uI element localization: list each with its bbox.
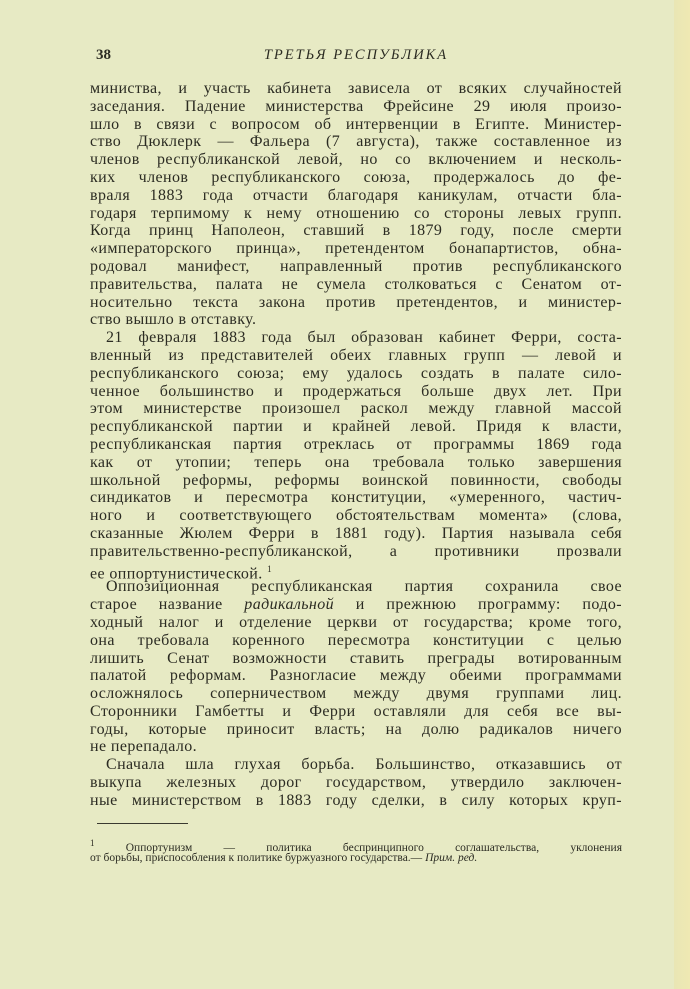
- line-text: выкупа железных дорог государством, утвердило заключен-: [90, 774, 622, 792]
- line-text: республиканского союза; ему удалось создать в палате сило-: [90, 364, 622, 382]
- line-text: ство вышло в отставку.: [90, 311, 257, 329]
- text-line: [90, 561, 622, 582]
- text-line: [90, 596, 622, 614]
- line-text: правительства, палата не сумела столковаться с Сенатом от-: [90, 275, 622, 293]
- line-text: республиканская партия отреклась от программы 1869 года: [90, 435, 622, 453]
- text-line: [90, 738, 622, 756]
- line-text: родовал манифест, направленный против республиканского: [90, 257, 622, 275]
- line-text: 21 февраля 1883 года был образован кабинет Ферри, соста-: [106, 329, 622, 347]
- text-line: [90, 365, 622, 383]
- text-line: [90, 489, 622, 507]
- text-line: [90, 703, 622, 721]
- page-number: 38: [96, 47, 111, 63]
- text-line: [90, 667, 622, 685]
- text-line: [90, 543, 622, 561]
- text-line: [90, 400, 622, 418]
- text-line: [90, 205, 622, 223]
- text-line: [90, 187, 622, 205]
- line-text: членов республиканской левой, но со включением и несколь-: [90, 151, 622, 169]
- line-text: ее оппортунистической.: [90, 564, 263, 582]
- text-line: [90, 756, 622, 774]
- text-line: [90, 294, 622, 312]
- line-text: носительно текста закона против претендентов, и министер-: [90, 293, 622, 311]
- line-text: годы, которые приносит власть; на долю радикалов ничего: [90, 720, 622, 738]
- text-line: [90, 632, 622, 650]
- text-line: [90, 472, 622, 490]
- line-text: осложнялось соперничеством между двумя группами лиц.: [90, 685, 622, 703]
- text-line: [90, 329, 622, 347]
- footnote-divider: [97, 823, 188, 824]
- line-text: ные министерством в 1883 году сделки, в силу которых круп-: [90, 791, 622, 809]
- line-text: министва, и участь кабинета зависела от всяких случайностей: [90, 80, 622, 97]
- footnote-reference: 1: [267, 563, 272, 574]
- line-text: старое название: [90, 596, 245, 614]
- text-line: [90, 347, 622, 365]
- text-line: [90, 721, 622, 739]
- text-line: [90, 792, 622, 810]
- line-text: годаря терпимому к нему отношению со стороны левых групп.: [90, 204, 622, 222]
- text-line: [90, 240, 622, 258]
- text-line: [90, 151, 622, 169]
- line-text: школьной реформы, реформы воинской повинности, свободы: [90, 471, 622, 489]
- text-line: [90, 80, 622, 98]
- text-line: [90, 436, 622, 454]
- line-text: заседания. Падение министерства Фрейсине 29 июля произо-: [90, 97, 622, 115]
- footnote-text: от борьбы, приспособления к политике буржуазного государства.—: [90, 852, 426, 864]
- text-line: [90, 116, 622, 134]
- text-line: [90, 418, 622, 436]
- text-line: [90, 98, 622, 116]
- line-text: правительственно-республиканской, а противники прозвали: [90, 542, 622, 560]
- text-line: [90, 507, 622, 525]
- text-line: [90, 685, 622, 703]
- footnote-line: [90, 836, 622, 854]
- line-text: шло в связи с вопросом об интервенции в Египте. Министер-: [90, 115, 622, 133]
- text-line: [90, 222, 622, 240]
- line-text: как от утопии; теперь она требовала только завершения: [90, 453, 622, 471]
- line-text: лишить Сенат возможности ставить преграды вотированным: [90, 649, 622, 667]
- line-text: ходный налог и отделение церкви от государства; кроме того,: [90, 613, 622, 631]
- line-text: синдикатов и пересмотра конституции, «умеренного, частич-: [90, 489, 622, 507]
- line-text: враля 1883 года отчасти благодаря каникулам, отчасти бла-: [90, 186, 622, 204]
- running-title: ТРЕТЬЯ РЕСПУБЛИКА: [263, 47, 449, 63]
- text-line: [90, 276, 622, 294]
- line-text: Когда принц Наполеон, ставший в 1879 году, после смерти: [90, 222, 622, 240]
- italic-term: радикальной: [244, 596, 335, 614]
- text-line: [90, 614, 622, 632]
- text-line: [90, 578, 622, 596]
- line-text: ченное большинство и продержаться больше двух лет. При: [90, 382, 622, 400]
- text-line: [90, 525, 622, 543]
- body-text: [90, 80, 622, 810]
- line-text: и прежнюю программу: подо-: [334, 596, 622, 614]
- line-text: вленный из представителей обеих главных групп — левой и: [90, 346, 622, 364]
- line-text: Сначала шла глухая борьба. Большинство, отказавшись от: [106, 756, 622, 774]
- footnote: [90, 836, 622, 866]
- text-line: [90, 454, 622, 472]
- line-text: ного и соответствующего обстоятельствам момента» (слова,: [90, 507, 622, 525]
- page-edge: [674, 0, 690, 989]
- line-text: «императорского принца», претендентом бонапартистов, обна-: [90, 240, 622, 258]
- text-line: [90, 169, 622, 187]
- line-text: палатой реформам. Разногласие между обеими программами: [90, 667, 622, 685]
- footnote-marker: 1: [90, 838, 95, 848]
- line-text: республиканской партии и крайней левой. Придя к власти,: [90, 418, 622, 436]
- line-text: ких членов республиканского союза, продержалось до фе-: [90, 168, 622, 186]
- text-line: [90, 258, 622, 276]
- line-text: Сторонники Гамбетты и Ферри оставляли для себя все вы-: [90, 702, 622, 720]
- line-text: она требовала коренного пересмотра конституции с целью: [90, 631, 622, 649]
- text-line: [90, 311, 622, 329]
- text-line: [90, 383, 622, 401]
- text-line: [90, 650, 622, 668]
- line-text: сказанные Жюлем Ферри в 1881 году). Партия называла себя: [90, 524, 622, 542]
- line-text: ство Дюклерк — Фальера (7 августа), также составленное из: [90, 133, 622, 151]
- footnote-text: Оппортунизм — политика беспринципного соглашательства, уклонения: [125, 841, 622, 854]
- line-text: этом министерстве произошел раскол между главной массой: [90, 400, 622, 418]
- text-line: [90, 774, 622, 792]
- text-line: [90, 133, 622, 151]
- line-text: Оппозиционная республиканская партия сохранила свое: [106, 578, 622, 596]
- line-text: не перепадало.: [90, 738, 198, 756]
- editor-note: Прим. ред.: [425, 852, 478, 864]
